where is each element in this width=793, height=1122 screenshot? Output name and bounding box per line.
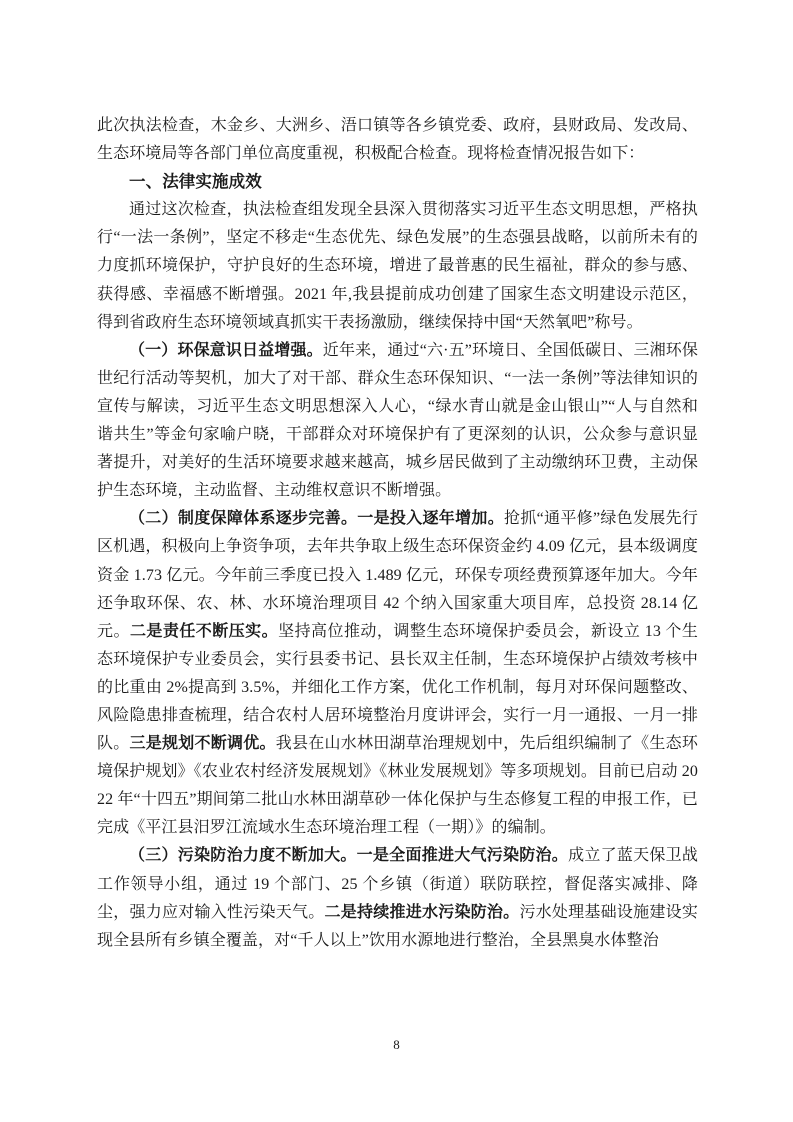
paragraph	[97, 196, 698, 336]
text-run: 污水处理基础设施建设实现全县所有乡镇全覆盖，对“千人以上”饮用水源地进行整治，全县黑臭水体整治	[97, 903, 699, 949]
bold-text-run: （二）制度保障体系逐步完善。	[129, 510, 358, 528]
text-run: 坚持高位推动，调整生态环境保护委员会，新设立 13 个生态环境保护专业委员会，实行县委书记、县长双主任制，生态环境保护占绩效考核中的比重由 2%提高到 3.5%，并细化工作方案，优化工作机制，每月对环保问题整改、风险隐患排查梳理，结合农村人居环境整治月度讲评会，实行一月一通报、一月一排队。	[97, 622, 698, 753]
bold-text-run: 一是全面推进大气污染防治。	[356, 847, 569, 865]
text-run: 近年来，通过“六·五”环境日、全国低碳日、三湘环保世纪行活动等契机，加大了对干部、群众生态环保知识、“一法一条例”等法律知识的宣传与解读，习近平生态文明思想深入人心，“绿水青山就是金山银山”“人与自然和谐共生”等金句家喻户晓，干部群众对环境保护有了更深刻的认识，公众参与意识显著提升，对美好的生活环境要求越来越高，城乡居民做到了主动缴纳环卫费，主动保护生态环境，主动监督、主动维权意识不断增强。	[97, 341, 698, 500]
bold-text-run: 二是持续推进水污染防治。	[324, 903, 520, 921]
text-run: 我县在山水林田湖草治理规划中，先后组织编制了《生态环境保护规划》《农业农村经济发展规划》《林业发展规划》等多项规划。目前已启动 2022 年“十四五”期间第二批山水林田湖草砂一体化保护与生态修复工程的申报工作，已完成《平江县汨罗江流域水生态环境治理工程（一期）》的编制。	[97, 735, 699, 837]
bold-text-run: 一是投入逐年增加。	[357, 510, 505, 528]
paragraph	[97, 505, 698, 842]
page-footer	[0, 1036, 793, 1054]
paragraph	[97, 112, 698, 168]
bold-text-run: 一、法律实施成效	[129, 173, 262, 192]
bold-text-run: 三是规划不断调优。	[129, 735, 276, 753]
text-run: 此次执法检查，木金乡、大洲乡、浯口镇等各乡镇党委、政府，县财政局、发改局、生态环境局等各部门单位高度重视，积极配合检查。现将检查情况报告如下：	[97, 117, 698, 163]
paragraph	[97, 842, 698, 954]
text-run: 抢抓“通平修”绿色发展先行区机遇，积极向上争资争项，去年共争取上级生态环保资金约 4.09 亿元，县本级调度资金 1.73 亿元。今年前三季度已投入 1.489 亿元，环保专项经费预算逐年加大。今年还争取环保、农、林、水环境治理项目 42 个纳入国家重大项目库，总投资 28.14 亿元。	[97, 510, 698, 640]
document-body	[97, 112, 698, 955]
paragraph	[97, 337, 698, 506]
page-number: 8	[393, 1037, 400, 1052]
text-run: 通过这次检查，执法检查组发现全县深入贯彻落实习近平生态文明思想，严格执行“一法一条例”，坚定不移走“生态优先、绿色发展”的生态强县战略，以前所未有的力度抓环境保护，守护良好的生态环境，增进了最普惠的民生福祉，群众的参与感、获得感、幸福感不断增强。2021 年,我县提前成功创建了国家生态文明建设示范区，得到省政府生态环境领域真抓实干表扬激励，继续保持中国“天然氧吧”称号。	[97, 201, 698, 331]
bold-text-run: （三）污染防治力度不断加大。	[129, 847, 357, 865]
section-heading	[97, 168, 698, 196]
bold-text-run: 二是责任不断压实。	[129, 622, 279, 640]
text-run: 成立了蓝天保卫战工作领导小组，通过 19 个部门、25 个乡镇（街道）联防联控，督促落实减排、降尘，强力应对输入性污染天气。	[97, 847, 698, 921]
bold-text-run: （一）环保意识日益增强。	[129, 341, 323, 359]
